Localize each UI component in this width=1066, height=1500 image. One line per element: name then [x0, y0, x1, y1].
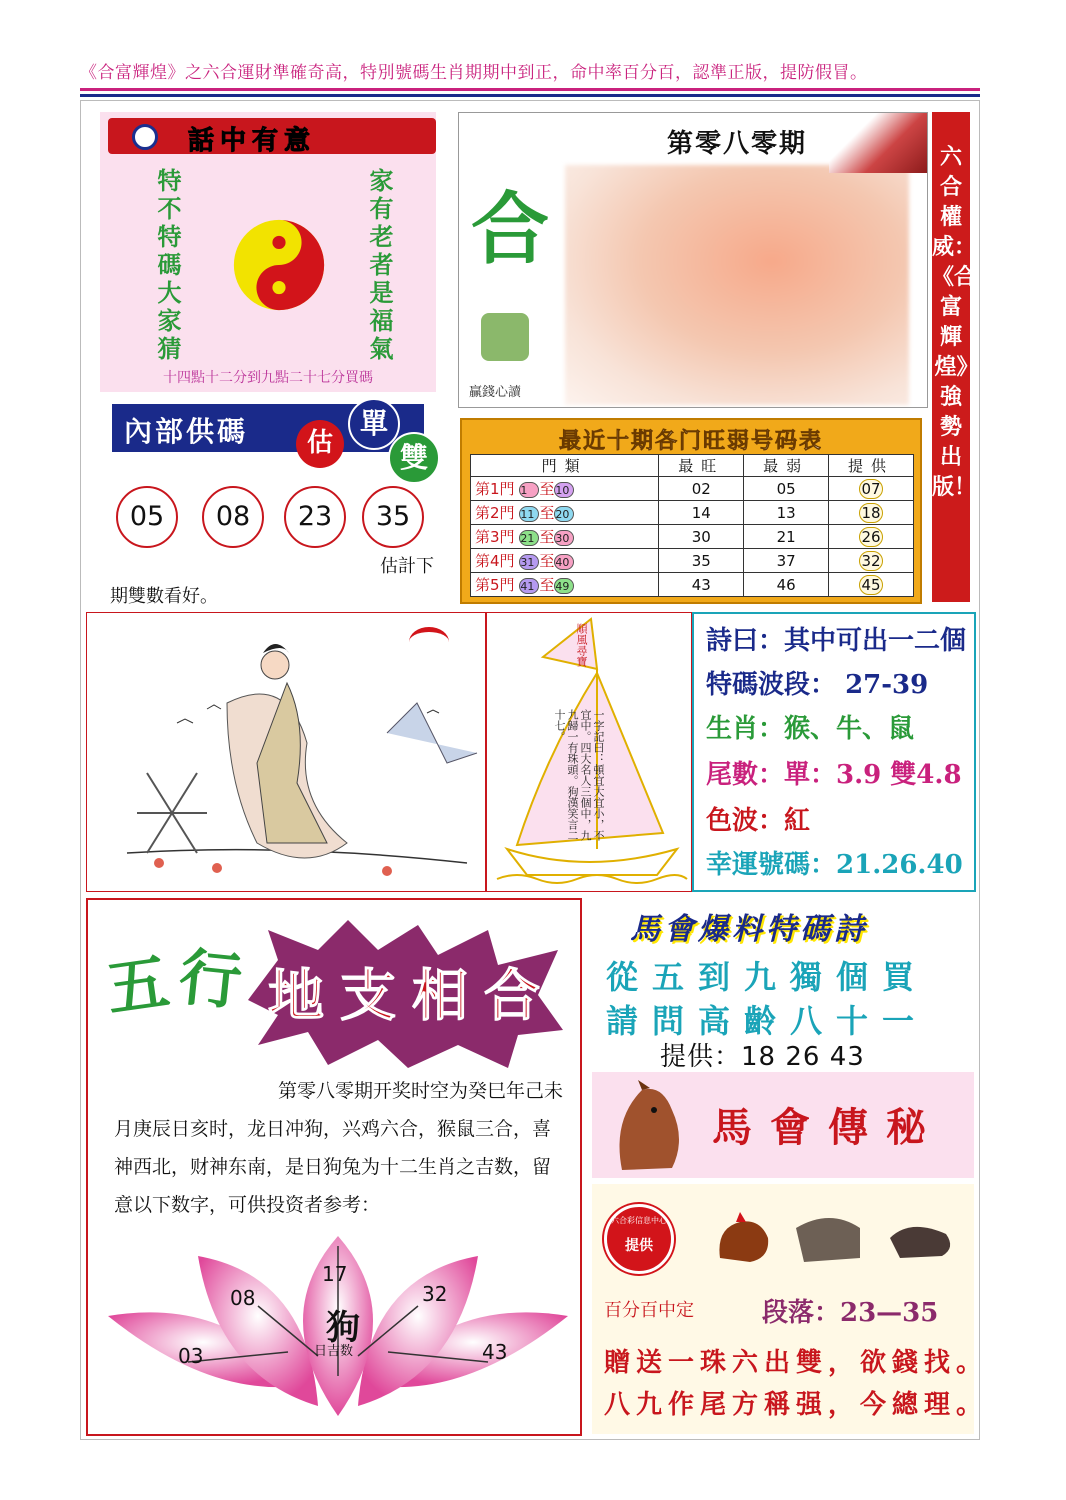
max-cell: 43 [659, 573, 744, 597]
provide-cell: 07 [829, 477, 914, 501]
gate-table-panel [460, 418, 922, 604]
secret-line: 八九作尾方稱强，今總理。 [604, 1390, 989, 1420]
table-row [471, 477, 914, 501]
badge-shuang: 雙 [388, 432, 440, 484]
zodiac-label: 生肖： [706, 714, 785, 744]
min-cell: 05 [744, 477, 829, 501]
wuxing-title-b: 行 [175, 939, 246, 1020]
provide-cell: 45 [829, 573, 914, 597]
max-cell: 02 [659, 477, 744, 501]
panel-hint-words [100, 112, 436, 392]
min-cell: 13 [744, 501, 829, 525]
horse-secret-banner [592, 1072, 974, 1178]
issue-title: 第零八零期 [667, 129, 808, 159]
decor-corner-image [829, 113, 928, 173]
secret-line: 贈送一珠六出雙，欲錢找。 [604, 1348, 989, 1378]
table-row [471, 525, 914, 549]
tail-value: 單：3.9 雙4.8 [784, 760, 962, 790]
hint-poem: 詩曰：其中可出一二個 [706, 626, 967, 656]
band-label: 特碼波段： [706, 670, 837, 700]
color-label: 色波： [706, 806, 785, 836]
max-cell: 35 [659, 549, 744, 573]
provide-cell: 26 [829, 525, 914, 549]
hint-title: 話中有意 [188, 126, 317, 156]
stamp-top-text: 六合彩信息中心 [611, 1216, 667, 1225]
lotus-number: 43 [482, 1340, 508, 1364]
gate-cell: 第4門 31 至40 [471, 549, 659, 573]
header-divider-navy [80, 94, 980, 97]
panel-sailboat [486, 612, 692, 892]
min-cell: 37 [744, 549, 829, 573]
min-cell: 46 [744, 573, 829, 597]
right-poem: 家有老者是福氣 [365, 168, 394, 364]
badge-dan: 單 [348, 398, 400, 450]
code-ball: 05 [116, 486, 178, 548]
sail-poem-text: 一字記曰：頓宜大宜小，不宜中。四大名人三個中，九九歸一有珠頭。狗漢笑言二十七。 [553, 709, 605, 841]
wuxing-paragraph: 第零八零期开奖时空为癸巳年己未月庚辰日亥时，龙日冲狗，兴鸡六合，猴鼠三合，喜神西北，财神东南，是日狗兔为十二生肖之吉数，留意以下数字，可供投资者参考： [114, 1080, 564, 1216]
internal-code-title: 內部供碼 [124, 415, 249, 448]
section-range: 段落：23—35 [762, 1298, 939, 1328]
wuxing-title-c: 地支相合 [268, 963, 556, 1029]
table-row [471, 573, 914, 597]
horse-poem-title: 馬會爆料特碼詩 [630, 912, 868, 947]
code-ball: 23 [284, 486, 346, 548]
gate-cell: 第5門 41 至49 [471, 573, 659, 597]
sure-label: 百分百中定 [604, 1300, 694, 1321]
provide-cell: 18 [829, 501, 914, 525]
money-bag-icon [481, 313, 529, 361]
lotus-number: 03 [178, 1344, 204, 1368]
sail-flag-text: 順風尋寶 [575, 623, 588, 667]
stamp-seal [604, 1204, 674, 1274]
yin-yang-icon [232, 218, 326, 312]
header-divider-pink [80, 88, 980, 91]
col-header: 門類 [471, 455, 659, 477]
gate-table-title: 最近十期各门旺弱号码表 [558, 429, 823, 454]
lucky-value: 21.26.40 [836, 850, 963, 880]
panel-lady-illustration [86, 612, 486, 892]
gate-table [470, 454, 914, 597]
color-value: 紅 [784, 806, 811, 836]
rainbow-logo-icon [409, 627, 449, 657]
left-poem: 特不特碼大家猜 [153, 168, 182, 364]
badge-gu: 估 [296, 420, 344, 468]
horse-secret-title: 馬會傳秘 [712, 1104, 944, 1151]
blurred-area [565, 165, 909, 405]
band-value: 27-39 [845, 670, 929, 700]
max-cell: 14 [659, 501, 744, 525]
estimate-line-a: 估計下 [380, 556, 434, 577]
code-ball: 08 [202, 486, 264, 548]
estimate-line-b: 期雙數看好。 [110, 586, 218, 607]
lotus-number: 17 [322, 1262, 348, 1286]
stamp-center-text: 提供 [625, 1238, 653, 1254]
hint-title-bar [108, 118, 436, 154]
lotus-number: 32 [422, 1282, 448, 1306]
code-ball: 35 [362, 486, 424, 548]
min-cell: 21 [744, 525, 829, 549]
brand-logo-icon [132, 124, 158, 150]
header-tagline: 《合富輝煌》之六合運財準確奇高，特別號碼生肖期期中到正，命中率百分百，認準正版，提防假冒。 [80, 63, 868, 83]
max-cell: 30 [659, 525, 744, 549]
lotus-char: 狗 [326, 1308, 360, 1348]
lotus-number: 08 [230, 1286, 256, 1310]
gate-cell: 第1門 1 至10 [471, 477, 659, 501]
panel-horse-secret [592, 1184, 989, 1434]
panel-issue [458, 112, 928, 408]
table-row [471, 501, 914, 525]
wuxing-text [114, 1072, 564, 1224]
col-header: 最弱 [744, 455, 829, 477]
col-header: 提供 [829, 455, 914, 477]
wuxing-title-a: 五 [101, 944, 174, 1026]
animals-icon [710, 1198, 960, 1274]
tail-label: 尾數： [706, 760, 785, 790]
panel-wuxing [86, 898, 582, 1436]
side-banner: 六合權威：《合富輝煌》強勢出版！ [932, 112, 970, 602]
col-header: 最旺 [659, 455, 744, 477]
issue-small-text: 贏錢心讀 [469, 385, 522, 400]
gate-cell: 第3門 21 至30 [471, 525, 659, 549]
horse-poem-provide: 提供：18 26 43 [660, 1042, 865, 1072]
horse-head-icon [602, 1080, 688, 1172]
lucky-label: 幸運號碼： [706, 850, 837, 880]
horse-poem-line: 請問高齡八十一 [606, 1002, 929, 1040]
provide-cell: 32 [829, 549, 914, 573]
horse-poem-line: 從五到九獨個買 [606, 958, 929, 996]
buy-time-note: 十四點十二分到九點二十七分買碼 [163, 370, 373, 386]
gate-cell: 第2門 11 至20 [471, 501, 659, 525]
issue-big-char: 合 [471, 185, 550, 275]
zodiac-value: 猴、牛、鼠 [784, 714, 915, 744]
lotus-caption: 日吉数 [314, 1344, 354, 1359]
table-row [471, 549, 914, 573]
panel-hints [692, 612, 976, 892]
